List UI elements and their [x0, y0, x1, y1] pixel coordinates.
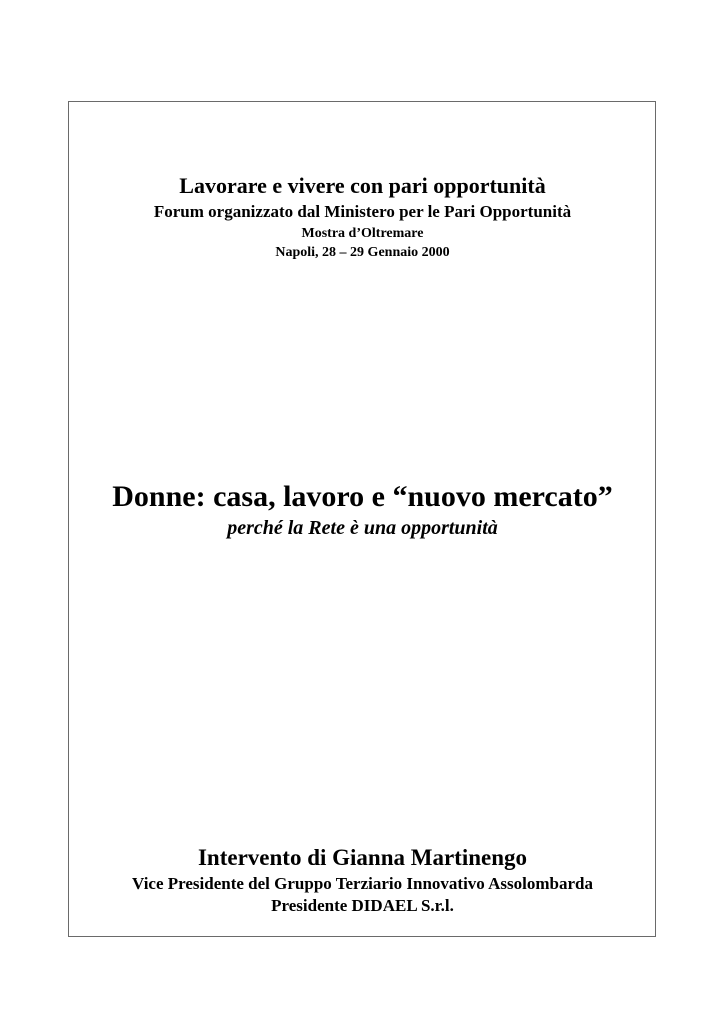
- speaker-role-vice-president: Vice Presidente del Gruppo Terziario Innovativo Assolombarda: [132, 874, 593, 893]
- talk-subtitle: perché la Rete è una opportunità: [227, 517, 498, 539]
- conference-subtitle: Forum organizzato dal Ministero per le Pari Opportunità: [153, 202, 572, 221]
- speaker-role-president: Presidente DIDAEL S.r.l.: [271, 896, 454, 915]
- conference-date: Napoli, 28 – 29 Gennaio 2000: [275, 245, 450, 260]
- talk-title: Donne: casa, lavoro e “nuovo mercato”: [112, 480, 613, 513]
- conference-title: Lavorare e vivere con pari opportunità: [179, 173, 546, 198]
- conference-venue: Mostra d’Oltremare: [301, 226, 424, 241]
- speaker-intro: Intervento di Gianna Martinengo: [197, 845, 528, 870]
